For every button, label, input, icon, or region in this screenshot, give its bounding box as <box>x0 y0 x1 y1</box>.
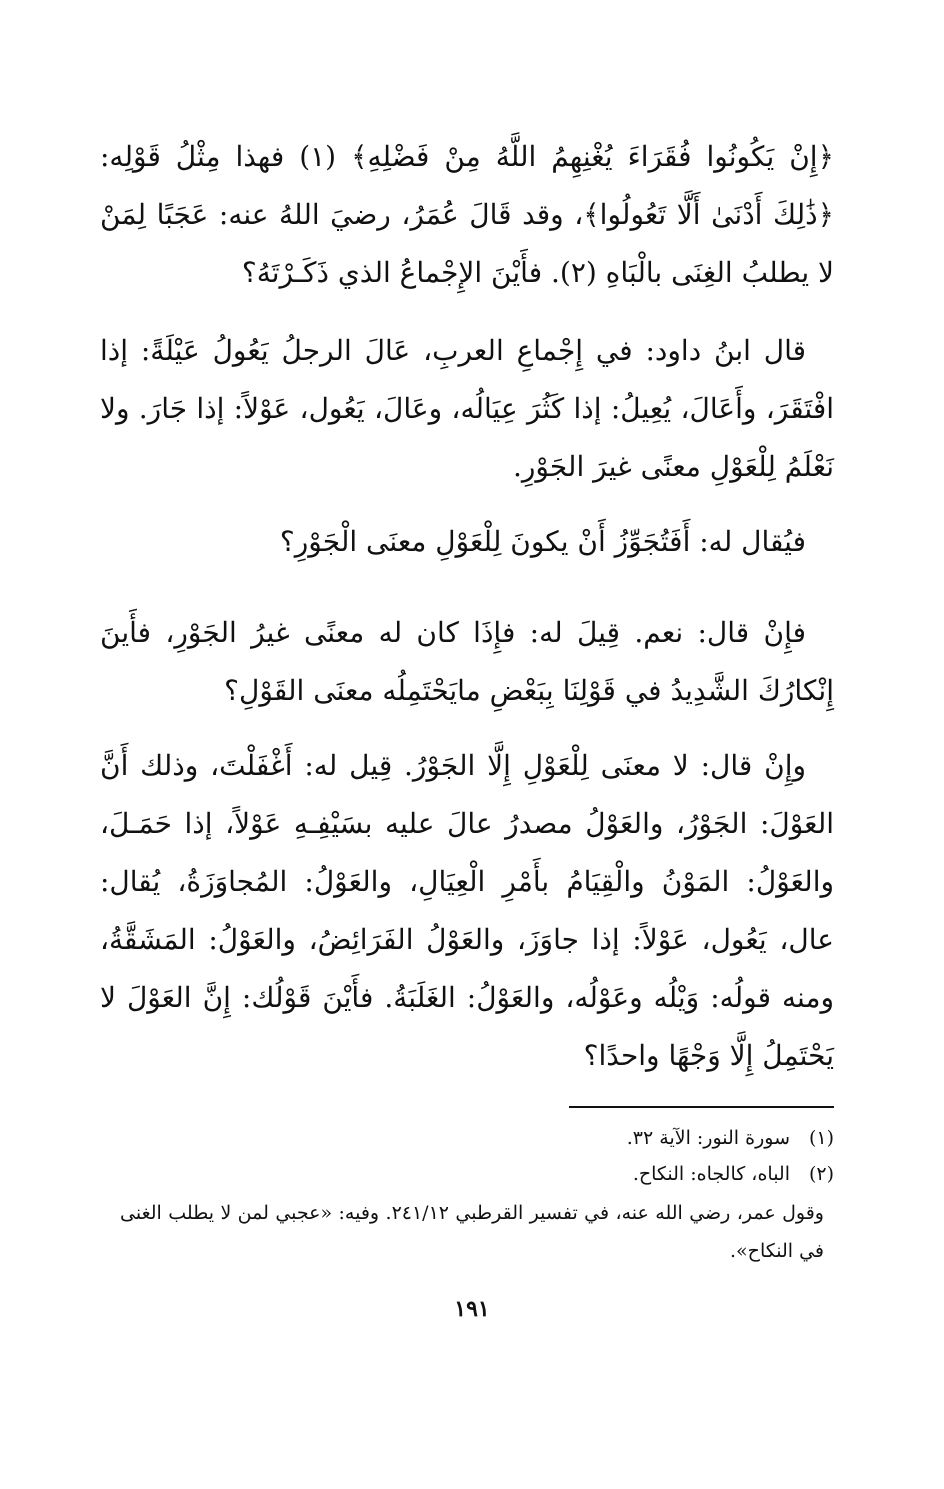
paragraph-ibn-dawud: قال ابنُ داود: في إِجْماعِ العربِ، عَالَ الرجلُ يَعُولُ عَيْلَةً: إذا افْتَقَرَ، وأَعَالَ، يُعِيلُ: إذا كَثُرَ عِيَالُه، وعَالَ، يَعُول، عَوْلاً: إذا جَارَ. ولا نَعْلَمُ لِلْعَوْلِ معنًى غيرَ الجَوْرِ. <box>100 334 834 483</box>
paragraph-quran-quote: ﴿إِنْ يَكُونُوا فُقَرَاءَ يُغْنِهِمُ اللَّهُ مِنْ فَضْلِهِ﴾ (١) فهذا مِثْلُ قَوْلِه: ﴿ذَٰلِكَ أَدْنَىٰ أَلَّا تَعُولُوا﴾، وقد قَالَ عُمَرُ، رضيَ اللهُ عنه: عَجَبًا لِمَنْ لا يطلبُ الغِنَى بالْبَاهِ (٢). فأَيْنَ الإِجْماعُ الذي ذَكَـرْتَهُ؟ <box>100 140 834 289</box>
footnote-number: (١) <box>808 1127 834 1149</box>
footnote-divider <box>569 1106 834 1108</box>
footnote-item <box>120 1156 834 1192</box>
footnote-text: الباه، كالجاه: النكاح. <box>632 1163 790 1185</box>
footnote-number: (٢) <box>808 1163 834 1185</box>
paragraph-if-no: وإِنْ قال: لا معنَى لِلْعَوْلِ إِلَّا الجَوْرُ. قِيل له: أَغْفَلْتَ، وذلك أَنَّ العَوْلَ: الجَوْرُ، والعَوْلُ مصدرُ عالَ عليه بسَيْفِـهِ عَوْلاً، إذا حَمَـلَ، والعَوْلُ: المَوْنُ والْقِيَامُ بأَمْرِ الْعِيَالِ، والعَوْلُ: المُجاوَزَةُ، يُقال: عال، يَعُول، عَوْلاً: إذا جاوَزَ، والعَوْلُ الفَرَائِضُ، والعَوْلُ: المَشَقَّةُ، ومنه قولُه: وَيْلُه وعَوْلُه، والعَوْلُ: الغَلَبَةُ. فأَيْنَ قَوْلُك: إِنَّ العَوْلَ لا يَحْتَمِلُ إِلَّا وَجْهًا واحدًا؟ <box>100 749 834 1072</box>
footnote-item <box>120 1120 834 1156</box>
paragraph-question: فيُقال له: أَفَتُجَوِّزُ أَنْ يكونَ لِلْعَوْلِ معنَى الْجَوْرِ؟ <box>279 525 806 558</box>
footnote-text: سورة النور: الآية ٣٢. <box>626 1127 790 1149</box>
paragraph-if-yes: فإِنْ قال: نعم. قِيلَ له: فإِذَا كان له معنًى غيرُ الجَوْرِ، فأَينَ إِنْكارُكَ الشَّدِيدُ في قَوْلِنَا بِبَعْضِ مايَحْتَمِلُه معنَى القَوْلِ؟ <box>100 616 834 707</box>
page-number: ١٩١ <box>454 1296 490 1322</box>
footnotes <box>120 1120 834 1270</box>
footnote-continuation: وقول عمر، رضي الله عنه، في تفسير القرطبي ٢٤١/١٢. وفيه: «عجبي لمن لا يطلب الغنى في النكاح». <box>120 1202 824 1262</box>
